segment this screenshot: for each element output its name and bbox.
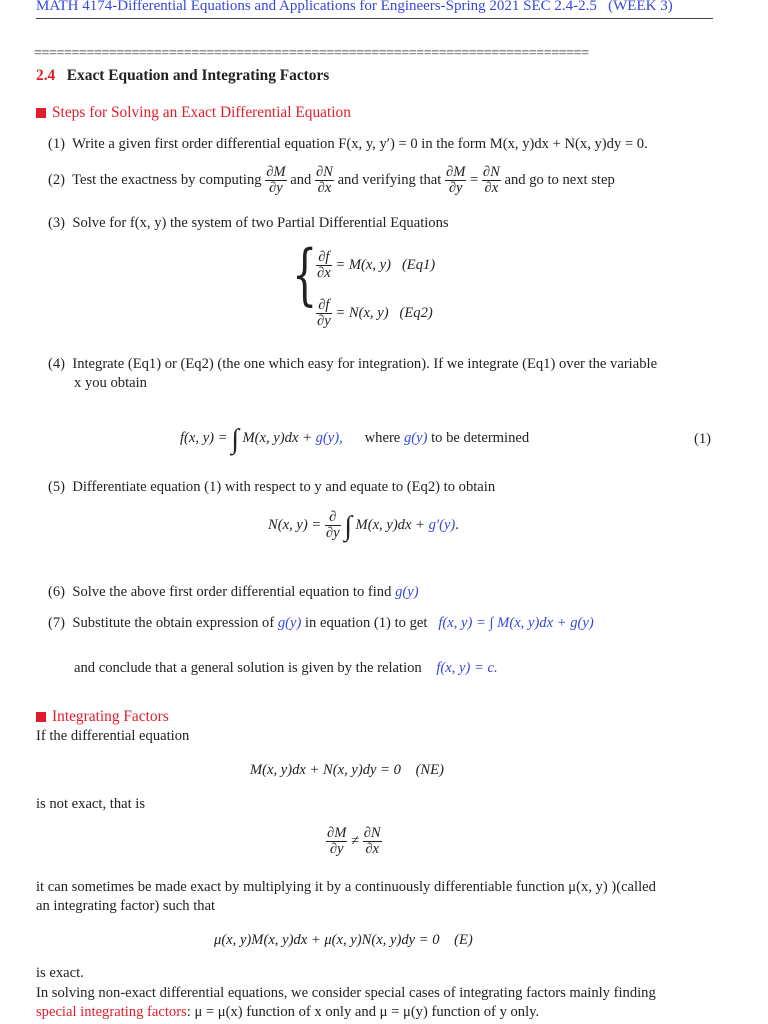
- step-7: [48, 615, 594, 632]
- fraction-dN-dx-3: $\frac{\partial N}{\partial x}$: [363, 825, 381, 858]
- bullet-square-icon-2: [36, 712, 46, 722]
- equation-NE: [250, 762, 444, 779]
- bullet-square-icon: [36, 108, 46, 118]
- fraction-d-dy: $\frac{\partial}{\partial y}$: [325, 509, 340, 542]
- eq2-tag: (Eq2): [399, 305, 433, 322]
- step-5-text: Differentiate equation (1) with respect to y and equate to (Eq2) to obtain: [72, 479, 496, 495]
- eq1-rhs: = M(x, y): [335, 257, 391, 274]
- separator-line: ==========================================================================: [34, 46, 589, 61]
- section-number: 2.4: [36, 67, 56, 84]
- step-7-text-b: in equation (1) to get: [305, 615, 428, 631]
- step-7-formula: f(x, y) = ∫ M(x, y)dx + g(y): [438, 615, 594, 631]
- fraction-df-dy: $\frac{\partial f}{\partial y}$: [317, 297, 331, 330]
- eq-integrand: M(x, y)dx +: [242, 430, 312, 446]
- eqN-integrand: M(x, y)dx +: [355, 517, 425, 534]
- ne-equation: M(x, y)dx + N(x, y)dy = 0: [250, 762, 401, 778]
- step-6-g: g(y): [395, 584, 419, 600]
- where-word: where: [364, 430, 401, 446]
- eq1-tag: (Eq1): [401, 257, 436, 274]
- pde-eq1: [316, 250, 435, 282]
- steps-heading-text: Steps for Solving an Exact Differential Equation: [52, 104, 351, 121]
- course-header: [36, 0, 673, 15]
- fraction-dM-dy-3: $\frac{\partial M}{\partial y}$: [327, 825, 347, 858]
- para-3-text: : μ = μ(x) function of x only and μ = μ(y) function of y only.: [186, 1004, 540, 1020]
- e-tag: (E): [454, 932, 473, 948]
- header-rule: [36, 18, 713, 19]
- not-equal-sign: ≠: [351, 833, 360, 850]
- step-2-text-b: and verifying that: [337, 172, 442, 189]
- e-equation: μ(x, y)M(x, y)dx + μ(x, y)N(x, y)dy = 0: [214, 932, 440, 948]
- step-4: [48, 356, 657, 373]
- section-heading: [36, 67, 329, 85]
- integrating-heading-text: Integrating Factors: [52, 708, 169, 725]
- step-6-text: Solve the above first order differential equation to find: [72, 584, 392, 600]
- equation-E: [214, 932, 473, 949]
- step-2-label: (2): [48, 172, 66, 189]
- integrating-intro: If the differential equation: [36, 728, 190, 744]
- step-7-g: g(y): [277, 615, 302, 631]
- fraction-dM-dy: $\frac{\partial M}{\partial y}$: [266, 164, 286, 197]
- section-title: Exact Equation and Integrating Factors: [66, 67, 330, 84]
- step-4-line1: Integrate (Eq1) or (Eq2) (the one which easy for integration). If we integrate (Eq1) over the variable: [72, 356, 658, 372]
- integral-sign-2: ∫: [344, 511, 352, 543]
- step-1: [48, 136, 648, 153]
- step-5-label: (5): [48, 479, 66, 495]
- step-7-label: (7): [48, 615, 66, 631]
- system-brace: {: [292, 236, 318, 313]
- eq2-rhs: = N(x, y): [335, 305, 389, 322]
- fraction-dN-dx: $\frac{\partial N}{\partial x}$: [315, 164, 333, 197]
- eq-f-lhs: f(x, y) =: [180, 430, 228, 446]
- eqN-gprime: g′(y): [428, 517, 456, 534]
- eq-g-2: g(y): [403, 430, 428, 446]
- step-6-label: (6): [48, 584, 66, 600]
- integrating-heading: [36, 708, 169, 726]
- step-2: [48, 165, 615, 197]
- step-3-label: (3): [48, 215, 66, 231]
- para-1a: it can sometimes be made exact by multiplying it by a continuously differentiable function μ(x, y) )(called: [36, 879, 656, 895]
- step-2-text-a: Test the exactness by computing: [72, 172, 262, 189]
- step-7-conclusion: [74, 660, 498, 677]
- fraction-df-dx: $\frac{\partial f}{\partial x}$: [317, 249, 331, 282]
- special-factors-link[interactable]: special integrating factors: [36, 1004, 187, 1020]
- integral-sign: ∫: [231, 424, 239, 455]
- fraction-dN-dx-2: $\frac{\partial N}{\partial x}$: [482, 164, 500, 197]
- not-equal-relation: [326, 826, 382, 858]
- ne-tag: (NE): [415, 762, 444, 778]
- step-1-text: Write a given first order differential equation F(x, y, y′) = 0 in the form M(x, y)dx + N(x, y)dy = 0.: [72, 136, 648, 152]
- step-3-text: Solve for f(x, y) the system of two Partial Differential Equations: [72, 215, 449, 231]
- equation-1: [180, 424, 529, 456]
- para-1b: an integrating factor) such that: [36, 898, 216, 914]
- step-4-line2: x you obtain: [74, 375, 147, 391]
- pde-eq2: [316, 298, 433, 330]
- not-exact-text: is not exact, that is: [36, 796, 146, 812]
- step-6: [48, 584, 419, 601]
- step-5: [48, 479, 495, 496]
- step-2-text-c: and go to next step: [504, 172, 615, 189]
- is-exact-text: is exact.: [36, 965, 84, 981]
- conclude-text: and conclude that a general solution is given by the relation: [74, 660, 422, 676]
- equals-sign: =: [470, 172, 479, 189]
- eqN-period: .: [455, 517, 459, 534]
- step-1-label: (1): [48, 136, 66, 152]
- equation-number: (1): [694, 431, 712, 447]
- fraction-dM-dy-2: $\frac{\partial M}{\partial y}$: [445, 164, 466, 197]
- general-solution: f(x, y) = c.: [436, 660, 498, 676]
- steps-heading: [36, 104, 351, 122]
- step-3: [48, 215, 449, 232]
- eq-g: g(y),: [315, 430, 343, 446]
- step-2-and: and: [290, 172, 312, 189]
- to-be-determined: to be determined: [431, 430, 530, 446]
- equation-N: [268, 510, 459, 543]
- course-title: MATH 4174-Differential Equations and Applications for Engineers-Spring 2021 SEC 2.4-2.5: [36, 0, 597, 14]
- step-4-label: (4): [48, 356, 66, 372]
- step-7-text-a: Substitute the obtain expression of: [72, 615, 275, 631]
- para-2: In solving non-exact differential equations, we consider special cases of integrating factors mainly finding: [36, 985, 656, 1001]
- eqN-lhs: N(x, y) =: [268, 517, 322, 534]
- para-3: [36, 1004, 539, 1021]
- week-label: (WEEK 3): [608, 0, 673, 14]
